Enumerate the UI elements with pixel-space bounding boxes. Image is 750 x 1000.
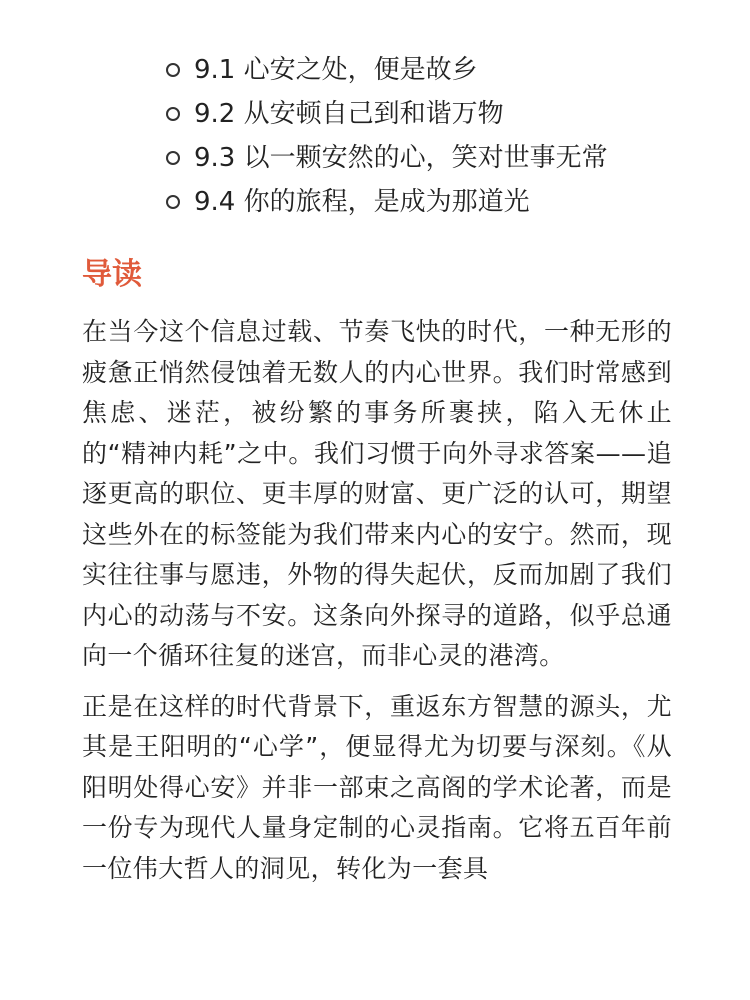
body-paragraph-1: 在当今这个信息过载、节奏飞快的时代，一种无形的疲惫正悄然侵蚀着无数人的内心世界。我们时常感到焦虑、迷茫，被纷繁的事务所裹挟，陷入无休止的“精神内耗”之中。我们习惯于向外寻求答案——追逐更高的职位、更丰厚的财富、更广泛的认可，期望这些外在的标签能为我们带来内心的安宁。然而，现实往往事与愿违，外物的得失起伏，反而加剧了我们内心的动荡与不安。这条向外探寻的道路，似乎总通向一个循环往复的迷宫，而非心灵的港湾。 (82, 317, 672, 670)
section-heading: 导读 (82, 257, 142, 292)
toc-item-label: 9.1 心安之处，便是故乡 (194, 55, 478, 85)
hollow-circle-bullet-icon (166, 151, 180, 165)
table-of-contents (160, 48, 720, 224)
hollow-circle-bullet-icon (166, 195, 180, 209)
toc-item-9-2[interactable] (160, 92, 720, 136)
toc-item-9-4[interactable] (160, 180, 720, 224)
toc-item-label: 9.3 以一颗安然的心，笑对世事无常 (194, 143, 608, 173)
toc-item-label: 9.2 从安顿自己到和谐万物 (194, 99, 504, 129)
toc-item-label: 9.4 你的旅程，是成为那道光 (194, 187, 530, 217)
body-paragraph-2: 正是在这样的时代背景下，重返东方智慧的源头，尤其是王阳明的“心学”，便显得尤为切要与深刻。《从阳明处得心安》并非一部束之高阁的学术论著，而是一份专为现代人量身定制的心灵指南。它将五百年前一位伟大哲人的洞见，转化为一套具 (82, 691, 672, 883)
toc-item-9-1[interactable] (160, 48, 720, 92)
section-body (82, 312, 672, 899)
hollow-circle-bullet-icon (166, 63, 180, 77)
hollow-circle-bullet-icon (166, 107, 180, 121)
toc-item-9-3[interactable] (160, 136, 720, 180)
